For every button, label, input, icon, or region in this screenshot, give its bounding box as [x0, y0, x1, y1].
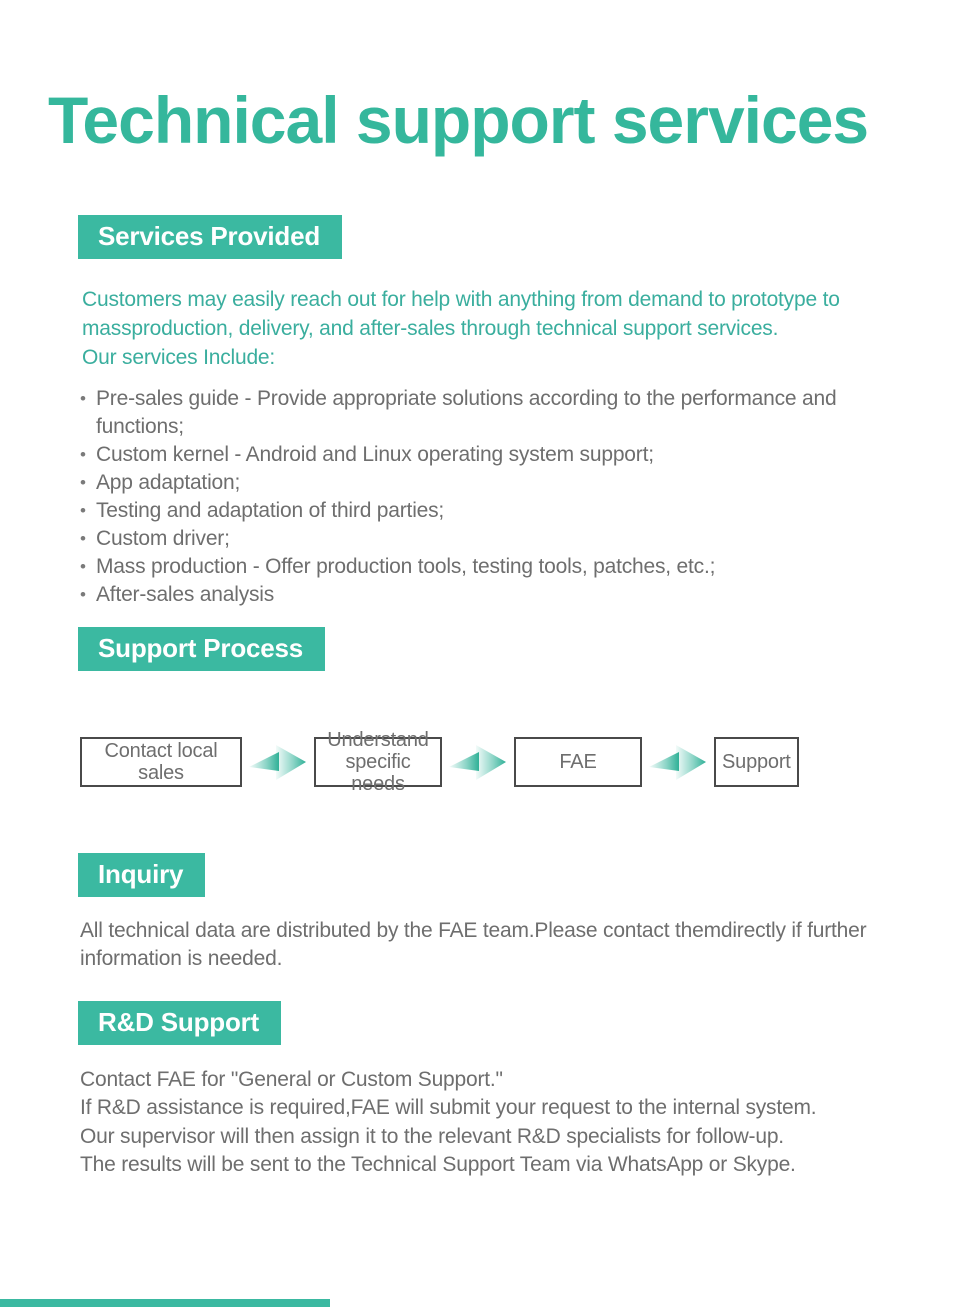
support-process-flow-diagram — [80, 728, 960, 795]
list-item: • Pre-sales guide - Provide appropriate solutions according to the performance and functions; — [80, 385, 870, 441]
section-heading-inquiry: Inquiry — [78, 853, 205, 897]
services-intro — [82, 285, 880, 372]
flow-step-box: Contact local sales — [80, 737, 242, 787]
list-item: • Custom kernel - Android and Linux operating system support; — [80, 441, 870, 469]
section-heading-services-provided: Services Provided — [78, 215, 342, 259]
flow-step — [514, 737, 714, 787]
inquiry-paragraph: All technical data are distributed by the FAE team.Please contact themdirectly if further information is needed. — [80, 918, 867, 971]
rnd-paragraph-line: If R&D assistance is required,FAE will submit your request to the internal system. — [80, 1096, 817, 1120]
services-intro-line: Our services Include: — [82, 345, 276, 369]
section-heading-rnd-support: R&D Support — [78, 1001, 281, 1045]
rnd-paragraph-line: Contact FAE for "General or Custom Support." — [80, 1067, 503, 1091]
page-title: Technical support services — [48, 83, 869, 157]
rnd-paragraph — [80, 1066, 880, 1180]
section-heading-support-process: Support Process — [78, 627, 325, 671]
bottom-accent-bar — [0, 1299, 330, 1307]
flow-step-box: Support — [714, 737, 799, 787]
flow-step-box: FAE — [514, 737, 642, 787]
list-item: • Testing and adaptation of third parties; — [80, 497, 870, 525]
rnd-paragraph-line: The results will be sent to the Technical Support Team via WhatsApp or Skype. — [80, 1153, 796, 1177]
services-intro-line: Customers may easily reach out for help with anything from demand to prototype to massproduction, delivery, and after-sales through technical support services. — [82, 287, 840, 340]
flow-step-box: Understand specific needs — [314, 737, 442, 787]
flow-step — [314, 728, 514, 795]
services-bullet-list — [80, 385, 870, 609]
list-item: • App adaptation; — [80, 469, 870, 497]
list-item: • Mass production - Offer production tools, testing tools, patches, etc.; — [80, 553, 870, 581]
right-arrow-icon — [249, 740, 307, 784]
list-item: • Custom driver; — [80, 525, 870, 553]
right-arrow-icon — [649, 740, 707, 784]
right-arrow-icon — [449, 740, 507, 784]
flow-step — [714, 737, 799, 787]
rnd-paragraph-line: Our supervisor will then assign it to the relevant R&D specialists for follow-up. — [80, 1124, 784, 1148]
list-item: • After-sales analysis — [80, 581, 870, 609]
flow-step — [80, 737, 314, 787]
